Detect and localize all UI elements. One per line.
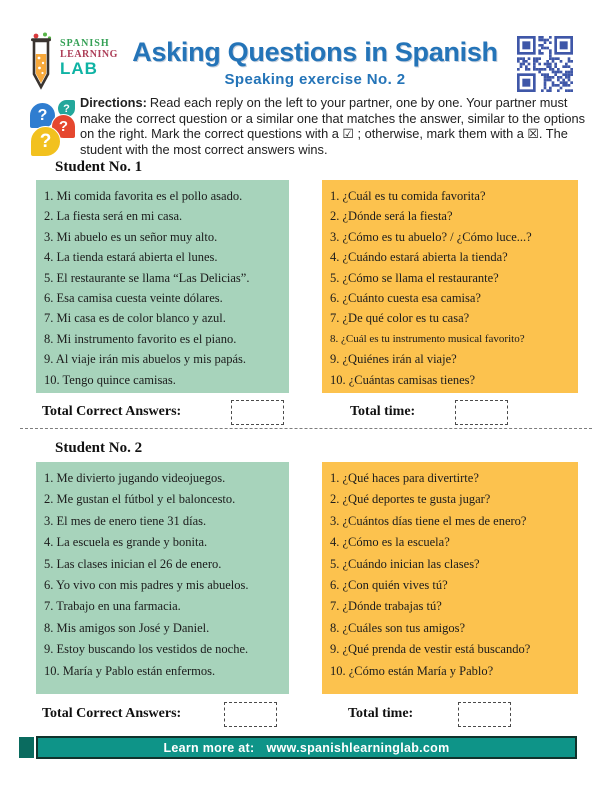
page-title: Asking Questions in Spanish xyxy=(132,37,498,67)
reply-item: 3. Mi abuelo es un señor muy alto. xyxy=(44,229,218,244)
section-2-total-time-label: Total time: xyxy=(348,706,414,721)
question-bubble-red-icon: ? xyxy=(51,114,76,139)
section-1-total-answers-label: Total Correct Answers: xyxy=(42,404,182,419)
section-1-questions-box xyxy=(322,180,578,393)
page-subtitle: Speaking exercise No. 2 xyxy=(224,71,406,88)
reply-item: 8. Mis amigos son José y Daniel. xyxy=(44,620,210,635)
section-1-total-answers-writein-box[interactable] xyxy=(231,400,284,425)
reply-item: 2. Me gustan el fútbol y el baloncesto. xyxy=(44,492,236,507)
reply-item: 6. Yo vivo con mis padres y mis abuelos. xyxy=(44,578,249,593)
question-item: 7. ¿De qué color es tu casa? xyxy=(330,311,470,326)
question-bubble-blue-icon: ? xyxy=(29,102,56,129)
reply-item: 10. Tengo quince camisas. xyxy=(44,372,176,387)
question-item: 8. ¿Cuál es tu instrumento musical favorito? xyxy=(330,332,525,345)
footer-label: Learn more at: xyxy=(163,740,255,755)
question-item: 3. ¿Cuántos días tiene el mes de enero? xyxy=(330,513,527,528)
reply-item: 2. La fiesta será en mi casa. xyxy=(44,209,183,224)
question-item: 7. ¿Dónde trabajas tú? xyxy=(330,599,442,614)
section-1-total-time-writein-box[interactable] xyxy=(455,400,508,425)
reply-item: 5. El restaurante se llama “Las Delicias”. xyxy=(44,270,250,285)
question-item: 10. ¿Cuántas camisas tienes? xyxy=(330,372,476,387)
reply-item: 4. La tienda estará abierta el lunes. xyxy=(44,250,218,265)
question-item: 8. ¿Cuáles son tus amigos? xyxy=(330,620,466,635)
footer-accent-square xyxy=(19,737,34,758)
reply-item: 9. Al viaje irán mis abuelos y mis papás. xyxy=(44,352,247,367)
section-1-title: Student No. 1 xyxy=(55,159,143,175)
reply-item: 6. Esa camisa cuesta veinte dólares. xyxy=(44,291,223,306)
reply-item: 7. Trabajo en una farmacia. xyxy=(44,599,181,614)
section-2-total-answers-label: Total Correct Answers: xyxy=(42,706,182,721)
question-bubbles-icon xyxy=(26,99,86,161)
section-2-total-answers-writein-box[interactable] xyxy=(224,702,277,727)
section-1-total-time-label: Total time: xyxy=(350,404,416,419)
question-item: 3. ¿Cómo es tu abuelo? / ¿Cómo luce...? xyxy=(330,229,532,244)
logo xyxy=(26,31,118,93)
footer-url-link[interactable]: www.spanishlearninglab.com xyxy=(266,740,450,755)
question-item: 6. ¿Cuánto cuesta esa camisa? xyxy=(330,291,481,306)
footer-bar xyxy=(36,736,577,759)
logo-testtube-icon xyxy=(26,31,56,93)
reply-item: 9. Estoy buscando los vestidos de noche. xyxy=(44,642,249,657)
reply-item: 3. El mes de enero tiene 31 días. xyxy=(44,513,207,528)
question-item: 2. ¿Dónde será la fiesta? xyxy=(330,209,453,224)
question-item: 1. ¿Cuál es tu comida favorita? xyxy=(330,189,486,203)
section-2-title: Student No. 2 xyxy=(55,440,143,456)
question-item: 6. ¿Con quién vives tú? xyxy=(330,578,448,593)
section-2-questions-box xyxy=(322,462,578,694)
section-divider xyxy=(20,428,592,429)
question-item: 4. ¿Cuándo estará abierta la tienda? xyxy=(330,250,508,265)
reply-item: 4. La escuela es grande y bonita. xyxy=(44,535,208,550)
question-item: 10. ¿Cómo están María y Pablo? xyxy=(330,663,494,678)
directions-label: Directions: xyxy=(80,95,147,110)
reply-item: 1. Mi comida favorita es el pollo asado. xyxy=(44,189,243,203)
question-bubble-teal-icon: ? xyxy=(57,99,76,118)
logo-word-spanish: SPANISH xyxy=(60,38,110,49)
directions-paragraph xyxy=(80,95,592,157)
qr-code xyxy=(517,36,573,92)
logo-word-learning: LEARNING xyxy=(60,48,118,60)
question-item: 9. ¿Qué prenda de vestir está buscando? xyxy=(330,642,531,657)
section-1-replies-box xyxy=(36,180,289,393)
question-item: 9. ¿Quiénes irán al viaje? xyxy=(330,352,457,367)
question-item: 2. ¿Qué deportes te gusta jugar? xyxy=(330,492,491,507)
question-item: 1. ¿Qué haces para divertirte? xyxy=(330,471,479,485)
reply-item: 10. María y Pablo están enfermos. xyxy=(44,663,216,678)
question-item: 4. ¿Cómo es la escuela? xyxy=(330,535,450,550)
reply-item: 7. Mi casa es de color blanco y azul. xyxy=(44,311,226,326)
logo-word-lab: LAB xyxy=(60,59,98,78)
section-2-replies-box xyxy=(36,462,289,694)
section-2-total-time-writein-box[interactable] xyxy=(458,702,511,727)
directions-body: Read each reply on the left to your partner, one by one. Your partner must make the correct question or a similar one that matches the answer, similar to the options on the right. Mark the correct questions with a ☑ ; otherwise, mark them with a ☒. The student with the most correct answers wins. xyxy=(80,95,586,157)
reply-item: 1. Me divierto jugando videojuegos. xyxy=(44,471,226,485)
question-bubble-yellow-icon: ? xyxy=(30,126,61,157)
logo-wordmark xyxy=(60,39,118,78)
question-item: 5. ¿Cómo se llama el restaurante? xyxy=(330,270,499,285)
reply-item: 8. Mi instrumento favorito es el piano. xyxy=(44,331,237,346)
reply-item: 5. Las clases inician el 26 de enero. xyxy=(44,556,222,571)
question-item: 5. ¿Cuándo inician las clases? xyxy=(330,556,480,571)
